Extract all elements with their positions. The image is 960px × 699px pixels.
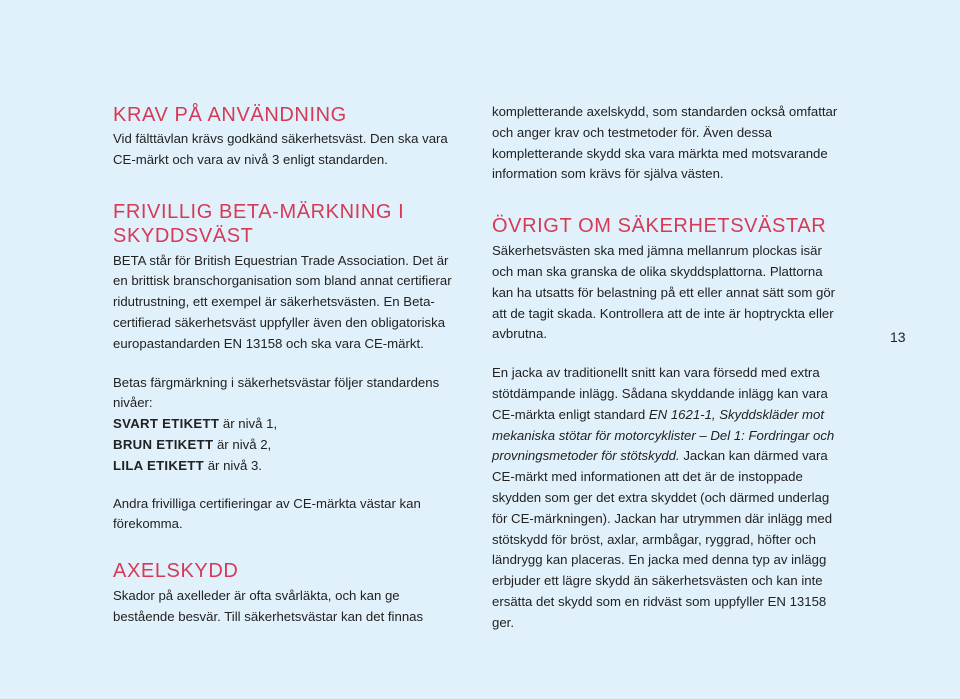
- heading-krav-pa-anvandning: KRAV PÅ ANVÄNDNING: [113, 104, 347, 126]
- paragraph-jacka-standard: EN 1621-1, Skyddskläder mot mekaniska stötar för motorcyklister – Del 1: Fordringar och provningsmetoder för stötskydd.: [492, 406, 835, 464]
- label-line-brown: [113, 435, 458, 456]
- label-svart-etikett: SVART ETIKETT: [113, 416, 220, 432]
- paragraph-jacka: [492, 363, 844, 633]
- label-line-black: [113, 414, 458, 435]
- label-lila-etikett: LILA ETIKETT: [113, 457, 205, 473]
- left-column: [113, 0, 458, 628]
- paragraph-jacka-end: Jackan kan därmed vara CE-märkt med informationen att det är de instoppade skydden som ger det extra skyddet (och därmed underlag för CE-märkningen). Jackan har utrymmen där inlägg med stötskydd för bröst, axlar, armbågar, ryggrad, höfter och ländrygg kan placeras. En jacka med denna typ av inlägg erbjuder ett lägre skydd än säkerhetsvästen och kan inte ersätta det skydd som en ridväst som uppfyller EN 13158 ger.: [492, 448, 833, 630]
- paragraph-jacka-start: En jacka av traditionellt snitt kan vara försedd med extra stötdämpande inlägg. Sådana skyddande inlägg kan vara CE-märkta enligt standard: [492, 365, 828, 422]
- label-lila-text: är nivå 3.: [204, 457, 262, 473]
- paragraph-ovrigt: Säkerhetsvästen ska med jämna mellanrum plockas isär och man ska granska de olika skyddsplattorna. Plattorna kan ha utsatts för belastning på ett eller annat sätt som gör att de tagit skada. Kontrollera att de inte är hoptryckta eller avbrutna.: [492, 243, 836, 342]
- label-brun-text: är nivå 2,: [213, 436, 272, 452]
- heading-ovrigt-om-sakerhetsvastar: ÖVRIGT OM SÄKERHETSVÄSTAR: [492, 215, 827, 238]
- label-svart-text: är nivå 1,: [219, 416, 278, 432]
- heading-axelskydd: AXELSKYDD: [113, 560, 239, 583]
- right-column: [492, 0, 844, 634]
- paragraph-fargmarkning: Betas färgmärkning i säkerhetsvästar följer standardens nivåer:: [113, 374, 440, 411]
- label-line-purple: [113, 456, 458, 477]
- paragraph-axelskydd: Skador på axelleder är ofta svårläkta, och kan ge bestående besvär. Till säkerhetsvästar kan det finnas: [113, 588, 424, 624]
- paragraph-beta: BETA står för British Equestrian Trade Association. Det är en brittisk branschorganisation som bland annat certifierar ridutrustning, ett exempel är säkerhetsvästen. En Beta-certifierad säkerhetsväst uppfyller även den obligatoriska europastandarden EN 13158 och ska vara CE-märkt.: [113, 252, 452, 351]
- heading-frivillig-beta-markning: FRIVILLIG BETA-MÄRKNING I SKYDDSVÄST: [113, 200, 405, 247]
- label-brun-etikett: BRUN ETIKETT: [113, 436, 214, 452]
- page-number: 13: [890, 329, 906, 345]
- paragraph-andra-certifieringar: Andra frivilliga certifieringar av CE-märkta västar kan förekomma.: [113, 495, 421, 532]
- paragraph-krav: Vid fälttävlan krävs godkänd säkerhetsväst. Den ska vara CE-märkt och vara av nivå 3 enligt standarden.: [113, 131, 448, 167]
- paragraph-kompletterande: kompletterande axelskydd, som standarden också omfattar och anger krav och testmetoder för. Även dessa kompletterande skydd ska vara märkta med motsvarande information som krävs för själva västen.: [492, 104, 838, 182]
